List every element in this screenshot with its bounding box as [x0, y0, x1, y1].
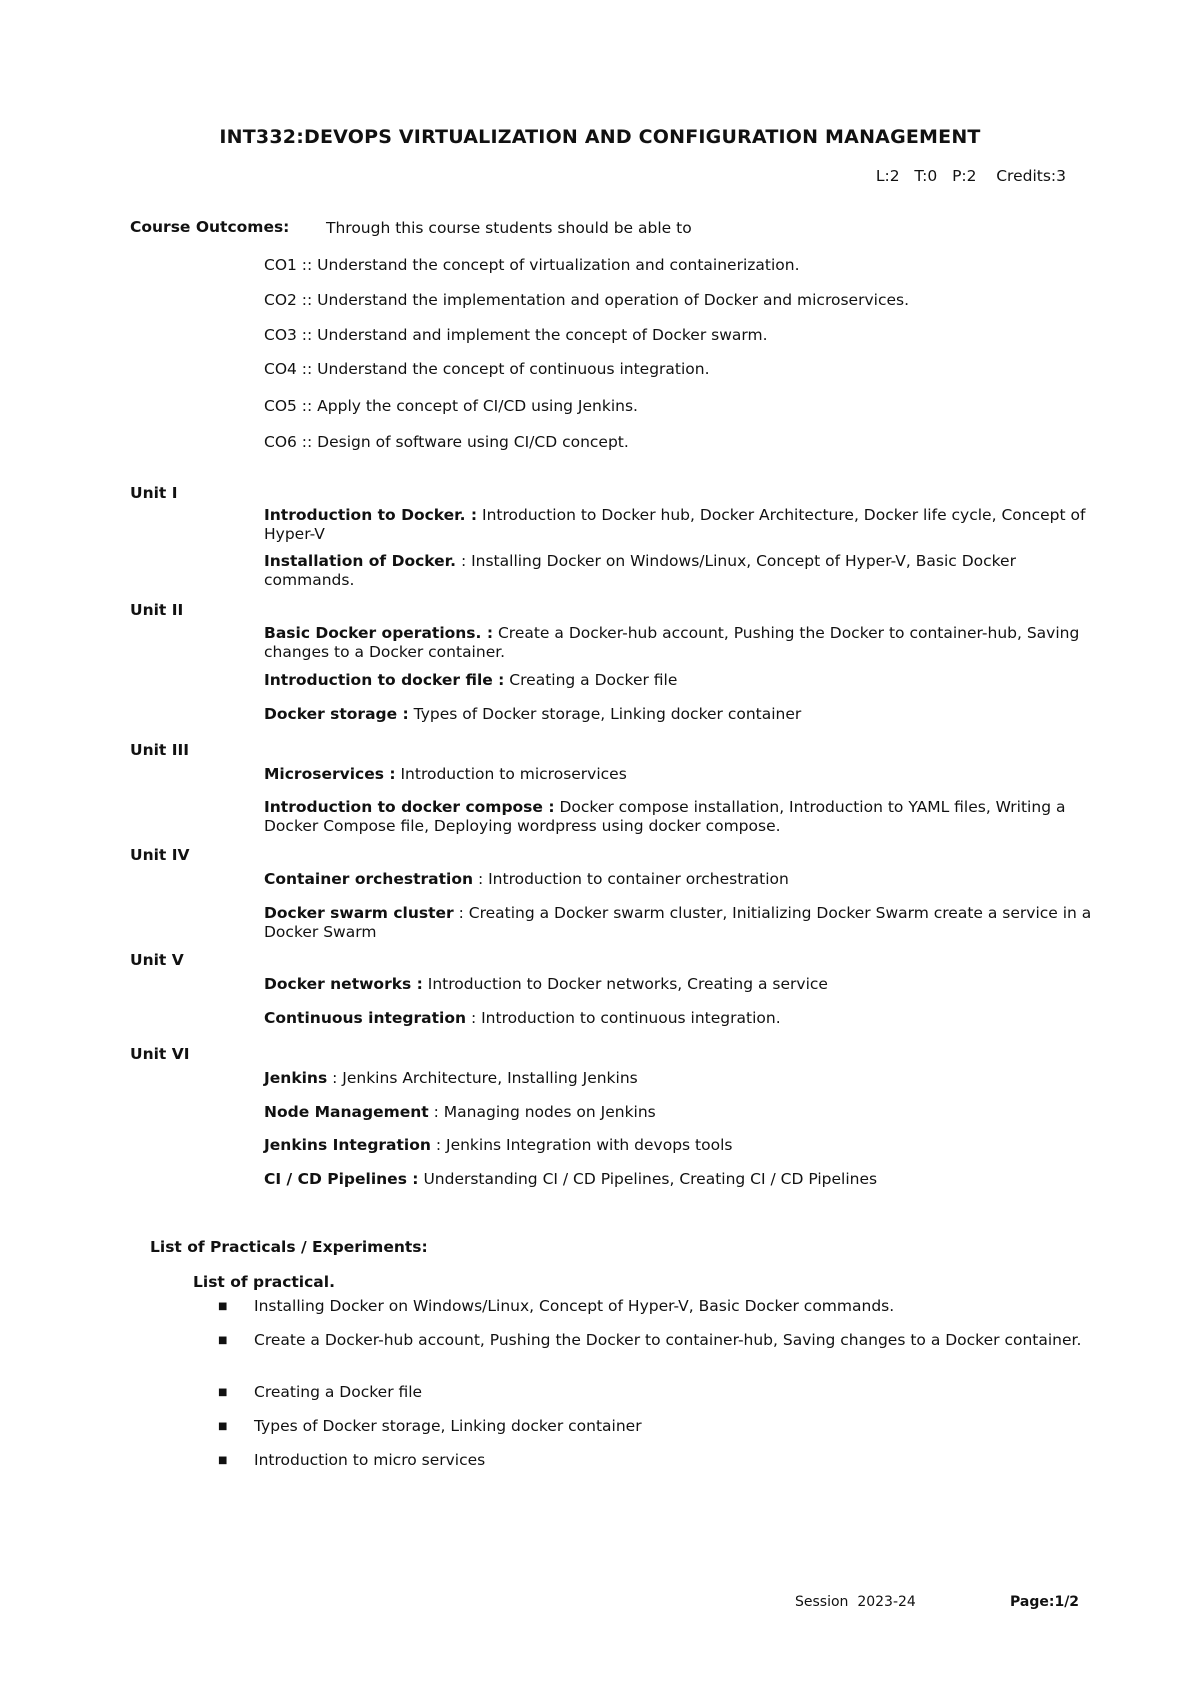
unit-topic	[264, 1136, 1104, 1155]
unit-label: Unit II	[130, 601, 184, 619]
topic-title: Introduction to docker compose :	[264, 798, 555, 816]
unit-topic	[264, 671, 1104, 690]
credit-total: Credits:3	[996, 167, 1066, 185]
credit-t: T:0	[914, 167, 938, 185]
unit-topic	[264, 1009, 1104, 1028]
unit-label: Unit V	[130, 951, 184, 969]
unit-topic	[264, 1170, 1104, 1189]
unit-topic	[264, 870, 1104, 889]
unit-topic	[264, 705, 1104, 724]
course-outcomes-label: Course Outcomes:	[130, 218, 290, 236]
page-title: INT332:DEVOPS VIRTUALIZATION AND CONFIGURATION MANAGEMENT	[219, 126, 981, 148]
topic-title: Installation of Docker.	[264, 552, 457, 570]
footer-session: Session 2023-24	[795, 1594, 916, 1610]
unit-topic	[264, 975, 1104, 994]
topic-title: Basic Docker operations. :	[264, 624, 494, 642]
topic-title: Continuous integration	[264, 1009, 467, 1027]
topic-title: Jenkins	[264, 1069, 328, 1087]
practicals-heading: List of Practicals / Experiments:	[150, 1238, 428, 1256]
topic-text: Understanding CI / CD Pipelines, Creating CI / CD Pipelines	[418, 1170, 878, 1188]
unit-label: Unit III	[130, 741, 190, 759]
credit-p: P:2	[952, 167, 977, 185]
topic-text: Creating a Docker file	[504, 671, 678, 689]
outcome-item: CO3 :: Understand and implement the concept of Docker swarm.	[264, 326, 768, 344]
unit-label: Unit VI	[130, 1045, 190, 1063]
practical-item: Installing Docker on Windows/Linux, Concept of Hyper-V, Basic Docker commands.	[254, 1297, 895, 1315]
topic-text: : Installing Docker on Windows/Linux, Concept of Hyper-V, Basic Docker commands.	[264, 552, 1016, 589]
topic-title: Docker storage :	[264, 705, 409, 723]
unit-topic	[264, 552, 1104, 590]
bullet-icon: ■	[218, 1301, 228, 1312]
outcome-item: CO2 :: Understand the implementation and operation of Docker and microservices.	[264, 291, 909, 309]
bullet-icon: ■	[218, 1455, 228, 1466]
topic-title: Container orchestration	[264, 870, 474, 888]
topic-text: Introduction to Docker hub, Docker Architecture, Docker life cycle, Concept of Hyper-V	[264, 506, 1086, 543]
unit-topic	[264, 1103, 1104, 1122]
topic-text: Docker compose installation, Introduction to YAML files, Writing a Docker Compose file, Deploying wordpress using docker compose.	[264, 798, 1066, 835]
topic-title: Introduction to Docker. :	[264, 506, 478, 524]
outcome-item: CO4 :: Understand the concept of continuous integration.	[264, 360, 710, 378]
topic-text: : Jenkins Integration with devops tools	[430, 1136, 733, 1154]
topic-title: Node Management	[264, 1103, 429, 1121]
topic-text: : Managing nodes on Jenkins	[428, 1103, 656, 1121]
topic-title: Docker swarm cluster	[264, 904, 454, 922]
topic-title: Microservices :	[264, 765, 396, 783]
credits-line	[876, 167, 1066, 185]
bullet-icon: ■	[218, 1387, 228, 1398]
bullet-icon: ■	[218, 1421, 228, 1432]
practicals-subheading: List of practical.	[193, 1273, 335, 1291]
practical-item: Create a Docker-hub account, Pushing the Docker to container-hub, Saving changes to a Docker container.	[254, 1331, 1082, 1349]
unit-label: Unit I	[130, 484, 178, 502]
topic-title: Docker networks :	[264, 975, 423, 993]
unit-topic	[264, 798, 1104, 836]
practical-item: Introduction to micro services	[254, 1451, 486, 1469]
outcome-item: CO1 :: Understand the concept of virtualization and containerization.	[264, 256, 800, 274]
topic-text: : Jenkins Architecture, Installing Jenkins	[327, 1069, 638, 1087]
bullet-icon: ■	[218, 1335, 228, 1346]
topic-text: : Creating a Docker swarm cluster, Initializing Docker Swarm create a service in a Docker Swarm	[264, 904, 1092, 941]
topic-text: Types of Docker storage, Linking docker container	[408, 705, 802, 723]
footer-page: Page:1/2	[1010, 1594, 1080, 1610]
topic-title: Introduction to docker file :	[264, 671, 505, 689]
unit-label: Unit IV	[130, 846, 190, 864]
topic-text: : Introduction to continuous integration.	[466, 1009, 781, 1027]
practical-item: Types of Docker storage, Linking docker container	[254, 1417, 642, 1435]
unit-topic	[264, 765, 1104, 784]
outcome-item: CO5 :: Apply the concept of CI/CD using Jenkins.	[264, 397, 638, 415]
course-outcomes-intro: Through this course students should be able to	[326, 219, 692, 237]
unit-topic	[264, 506, 1104, 544]
topic-text: Introduction to microservices	[395, 765, 627, 783]
topic-text: Introduction to Docker networks, Creating a service	[422, 975, 828, 993]
unit-topic	[264, 624, 1104, 662]
outcome-item: CO6 :: Design of software using CI/CD concept.	[264, 433, 629, 451]
practical-item: Creating a Docker file	[254, 1383, 423, 1401]
credit-l: L:2	[875, 167, 900, 185]
topic-title: CI / CD Pipelines :	[264, 1170, 419, 1188]
topic-title: Jenkins Integration	[264, 1136, 431, 1154]
unit-topic	[264, 1069, 1104, 1088]
unit-topic	[264, 904, 1104, 942]
topic-text: Create a Docker-hub account, Pushing the Docker to container-hub, Saving changes to a Docker container.	[264, 624, 1080, 661]
topic-text: : Introduction to container orchestration	[473, 870, 789, 888]
